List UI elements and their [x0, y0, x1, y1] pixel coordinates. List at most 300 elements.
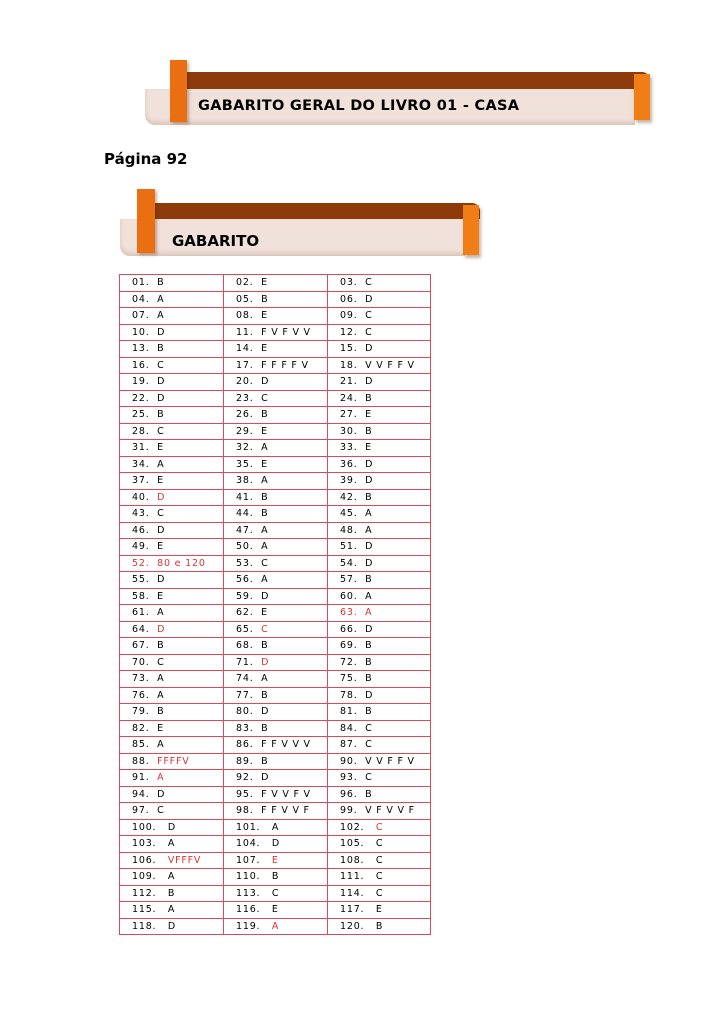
table-row — [120, 819, 431, 836]
question-number: 85. — [132, 739, 150, 751]
answer-cell — [224, 605, 328, 622]
question-number: 100. — [132, 821, 157, 833]
question-number: 117. — [340, 904, 365, 916]
question-number: 80. — [236, 706, 254, 718]
answer-value: B — [167, 887, 176, 899]
answer-value: E — [261, 607, 268, 619]
answer-cell — [224, 869, 328, 886]
answer-value: B — [365, 392, 373, 404]
answer-cell — [120, 572, 224, 589]
answer-cell — [120, 588, 224, 605]
answer-cell — [120, 852, 224, 869]
question-number: 09. — [340, 310, 358, 322]
answer-cell — [120, 786, 224, 803]
answer-value: C — [375, 854, 384, 866]
question-number: 84. — [340, 722, 358, 734]
answer-cell — [120, 918, 224, 935]
answer-cell — [328, 819, 431, 836]
answer-cell — [224, 885, 328, 902]
answer-cell — [224, 638, 328, 655]
answer-table-body — [120, 275, 431, 935]
question-number: 10. — [132, 326, 150, 338]
answer-cell — [224, 308, 328, 325]
page-title: GABARITO GERAL DO LIVRO 01 - CASA — [198, 98, 520, 114]
question-number: 120. — [340, 920, 365, 932]
answer-cell — [328, 621, 431, 638]
table-row — [120, 720, 431, 737]
question-number: 105. — [340, 838, 365, 850]
answer-cell — [224, 341, 328, 358]
question-number: 53. — [236, 557, 254, 569]
answer-value: F F F F V — [261, 359, 309, 371]
answer-cell — [224, 588, 328, 605]
table-row — [120, 390, 431, 407]
question-number: 66. — [340, 623, 358, 635]
answer-value: C — [261, 623, 269, 635]
table-row — [120, 885, 431, 902]
table-row — [120, 374, 431, 391]
question-number: 91. — [132, 772, 150, 784]
question-number: 46. — [132, 524, 150, 536]
question-number: 45. — [340, 508, 358, 520]
answer-value: C — [157, 805, 165, 817]
answer-value: D — [365, 557, 374, 569]
table-row — [120, 621, 431, 638]
question-number: 81. — [340, 706, 358, 718]
question-number: 88. — [132, 755, 150, 767]
question-number: 114. — [340, 887, 365, 899]
question-number: 77. — [236, 689, 254, 701]
answer-value: D — [167, 821, 176, 833]
question-number: 78. — [340, 689, 358, 701]
answer-cell — [120, 407, 224, 424]
answer-cell — [224, 423, 328, 440]
table-row — [120, 555, 431, 572]
answer-value: B — [261, 491, 269, 503]
answer-cell — [328, 770, 431, 787]
question-number: 115. — [132, 904, 157, 916]
section-banner-right-post — [463, 205, 479, 255]
question-number: 01. — [132, 277, 150, 289]
table-row — [120, 324, 431, 341]
question-number: 113. — [236, 887, 261, 899]
table-row — [120, 308, 431, 325]
answer-value: A — [157, 673, 165, 685]
answer-cell — [328, 852, 431, 869]
answer-value: E — [157, 590, 164, 602]
answer-value: D — [261, 656, 270, 668]
answer-value: A — [167, 871, 176, 883]
answer-value: E — [157, 722, 164, 734]
answer-cell — [328, 605, 431, 622]
answer-value: F V V F V — [261, 788, 311, 800]
question-number: 47. — [236, 524, 254, 536]
answer-value: D — [157, 376, 166, 388]
answer-cell — [328, 704, 431, 721]
answer-cell — [328, 522, 431, 539]
answer-value: V F V V F — [365, 805, 415, 817]
answer-cell — [328, 902, 431, 919]
question-number: 38. — [236, 475, 254, 487]
answer-cell — [224, 836, 328, 853]
answer-cell — [120, 291, 224, 308]
question-number: 72. — [340, 656, 358, 668]
answer-cell — [120, 489, 224, 506]
answer-cell — [120, 638, 224, 655]
answer-cell — [224, 786, 328, 803]
answer-value: D — [365, 541, 374, 553]
answer-cell — [328, 572, 431, 589]
title-banner-right-post — [634, 74, 650, 120]
answer-value: D — [365, 293, 374, 305]
answer-cell — [328, 275, 431, 292]
answer-value: C — [365, 277, 373, 289]
question-number: 94. — [132, 788, 150, 800]
question-number: 40. — [132, 491, 150, 503]
answer-cell — [328, 539, 431, 556]
question-number: 33. — [340, 442, 358, 454]
question-number: 60. — [340, 590, 358, 602]
answer-value: E — [365, 409, 372, 421]
section-title: GABARITO — [172, 232, 260, 250]
answer-cell — [224, 687, 328, 704]
answer-value: A — [261, 524, 269, 536]
question-number: 67. — [132, 640, 150, 652]
answer-cell — [328, 423, 431, 440]
question-number: 59. — [236, 590, 254, 602]
answer-value: D — [261, 590, 270, 602]
answer-value: D — [365, 475, 374, 487]
answer-value: B — [157, 343, 165, 355]
answer-cell — [120, 605, 224, 622]
table-row — [120, 605, 431, 622]
answer-cell — [328, 308, 431, 325]
answer-cell — [328, 456, 431, 473]
question-number: 20. — [236, 376, 254, 388]
question-number: 101. — [236, 821, 261, 833]
answer-value: E — [261, 425, 268, 437]
answer-cell — [120, 423, 224, 440]
answer-cell — [328, 473, 431, 490]
answer-cell — [328, 720, 431, 737]
answer-value: B — [365, 706, 373, 718]
question-number: 76. — [132, 689, 150, 701]
answer-cell — [224, 803, 328, 820]
answer-value: B — [157, 640, 165, 652]
question-number: 63. — [340, 607, 358, 619]
question-number: 62. — [236, 607, 254, 619]
table-row — [120, 918, 431, 935]
answer-value: V V F F V — [365, 755, 415, 767]
question-number: 06. — [340, 293, 358, 305]
question-number: 96. — [340, 788, 358, 800]
question-number: 36. — [340, 458, 358, 470]
answer-value: C — [365, 722, 373, 734]
answer-value: E — [261, 343, 268, 355]
table-row — [120, 275, 431, 292]
answer-cell — [328, 869, 431, 886]
question-number: 69. — [340, 640, 358, 652]
answer-value: C — [157, 508, 165, 520]
answer-cell — [120, 539, 224, 556]
answer-value: D — [157, 392, 166, 404]
answer-value: A — [365, 590, 373, 602]
question-number: 39. — [340, 475, 358, 487]
answer-value: E — [375, 904, 383, 916]
answer-value: C — [365, 310, 373, 322]
answer-cell — [120, 770, 224, 787]
answer-value: C — [157, 359, 165, 371]
answer-value: A — [157, 458, 165, 470]
answer-cell — [224, 407, 328, 424]
question-number: 119. — [236, 920, 261, 932]
answer-cell — [224, 374, 328, 391]
answer-cell — [120, 654, 224, 671]
table-row — [120, 803, 431, 820]
answer-value: B — [365, 491, 373, 503]
table-row — [120, 423, 431, 440]
answer-cell — [120, 819, 224, 836]
table-row — [120, 588, 431, 605]
answer-cell — [120, 720, 224, 737]
answer-value: D — [261, 706, 270, 718]
question-number: 54. — [340, 557, 358, 569]
answer-cell — [224, 819, 328, 836]
table-row — [120, 341, 431, 358]
answer-value: C — [365, 772, 373, 784]
table-row — [120, 539, 431, 556]
answer-value: C — [365, 739, 373, 751]
question-number: 82. — [132, 722, 150, 734]
answer-value: B — [365, 574, 373, 586]
answer-value: E — [261, 277, 268, 289]
question-number: 26. — [236, 409, 254, 421]
table-row — [120, 704, 431, 721]
answer-cell — [120, 324, 224, 341]
question-number: 68. — [236, 640, 254, 652]
question-number: 99. — [340, 805, 358, 817]
answer-cell — [224, 506, 328, 523]
answer-cell — [120, 555, 224, 572]
answer-cell — [328, 786, 431, 803]
question-number: 05. — [236, 293, 254, 305]
answer-cell — [120, 704, 224, 721]
answer-cell — [328, 341, 431, 358]
question-number: 75. — [340, 673, 358, 685]
table-row — [120, 770, 431, 787]
table-row — [120, 291, 431, 308]
answer-cell — [120, 390, 224, 407]
answer-cell — [328, 737, 431, 754]
question-number: 07. — [132, 310, 150, 322]
answer-value: D — [167, 920, 176, 932]
answer-cell — [120, 803, 224, 820]
answer-cell — [120, 869, 224, 886]
answer-cell — [328, 489, 431, 506]
answer-value: D — [157, 574, 166, 586]
answer-value: 80 e 120 — [157, 557, 206, 569]
question-number: 108. — [340, 854, 365, 866]
answer-cell — [224, 753, 328, 770]
question-number: 22. — [132, 392, 150, 404]
answer-cell — [224, 456, 328, 473]
answer-value: C — [375, 871, 384, 883]
question-number: 04. — [132, 293, 150, 305]
question-number: 21. — [340, 376, 358, 388]
table-row — [120, 753, 431, 770]
answer-value: A — [365, 508, 373, 520]
answer-value: B — [365, 673, 373, 685]
answer-cell — [328, 753, 431, 770]
answer-cell — [120, 341, 224, 358]
question-number: 37. — [132, 475, 150, 487]
question-number: 111. — [340, 871, 365, 883]
question-number: 32. — [236, 442, 254, 454]
answer-cell — [120, 374, 224, 391]
answer-value: B — [261, 293, 269, 305]
answer-cell — [224, 539, 328, 556]
question-number: 65. — [236, 623, 254, 635]
answer-value: E — [157, 475, 164, 487]
answer-cell — [224, 390, 328, 407]
table-row — [120, 737, 431, 754]
answer-value: E — [365, 442, 372, 454]
answer-value: E — [157, 442, 164, 454]
question-number: 70. — [132, 656, 150, 668]
question-number: 27. — [340, 409, 358, 421]
question-number: 13. — [132, 343, 150, 355]
question-number: 61. — [132, 607, 150, 619]
table-row — [120, 572, 431, 589]
answer-cell — [120, 308, 224, 325]
answer-value: C — [157, 425, 165, 437]
answer-cell — [120, 275, 224, 292]
answer-cell — [328, 654, 431, 671]
question-number: 52. — [132, 557, 150, 569]
table-row — [120, 654, 431, 671]
table-row — [120, 687, 431, 704]
table-row — [120, 869, 431, 886]
question-number: 95. — [236, 788, 254, 800]
question-number: 08. — [236, 310, 254, 322]
table-row — [120, 902, 431, 919]
answer-value: C — [375, 838, 384, 850]
answer-cell — [328, 324, 431, 341]
table-row — [120, 506, 431, 523]
question-number: 102. — [340, 821, 365, 833]
question-number: 30. — [340, 425, 358, 437]
question-number: 64. — [132, 623, 150, 635]
answer-value: A — [365, 607, 373, 619]
answer-value: C — [375, 887, 384, 899]
question-number: 73. — [132, 673, 150, 685]
table-row — [120, 638, 431, 655]
answer-value: F F V V V — [261, 739, 311, 751]
answer-value: D — [365, 376, 374, 388]
answer-cell — [120, 836, 224, 853]
answer-value: F V F V V — [261, 326, 311, 338]
answer-cell — [328, 803, 431, 820]
question-number: 106. — [132, 854, 157, 866]
answer-value: B — [261, 508, 269, 520]
question-number: 41. — [236, 491, 254, 503]
question-number: 56. — [236, 574, 254, 586]
answer-value: A — [261, 475, 269, 487]
answer-cell — [328, 407, 431, 424]
answer-value: A — [261, 541, 269, 553]
answer-value: C — [261, 392, 269, 404]
answer-value: E — [271, 904, 279, 916]
answer-value: A — [261, 673, 269, 685]
answer-value: A — [157, 689, 165, 701]
answer-value: E — [261, 310, 268, 322]
question-number: 87. — [340, 739, 358, 751]
answer-value: D — [365, 623, 374, 635]
answer-value: B — [157, 409, 165, 421]
table-row — [120, 489, 431, 506]
page-number-label: Página 92 — [104, 150, 188, 168]
question-number: 58. — [132, 590, 150, 602]
answer-value: B — [365, 788, 373, 800]
question-number: 51. — [340, 541, 358, 553]
answer-value: A — [157, 310, 165, 322]
answer-value: B — [375, 920, 384, 932]
answer-cell — [120, 440, 224, 457]
answer-value: D — [271, 838, 280, 850]
answer-value: D — [261, 772, 270, 784]
answer-cell — [224, 770, 328, 787]
table-row — [120, 671, 431, 688]
question-number: 12. — [340, 326, 358, 338]
answer-cell — [224, 918, 328, 935]
table-row — [120, 440, 431, 457]
question-number: 118. — [132, 920, 157, 932]
answer-value: D — [157, 524, 166, 536]
question-number: 93. — [340, 772, 358, 784]
answer-cell — [224, 291, 328, 308]
question-number: 28. — [132, 425, 150, 437]
question-number: 19. — [132, 376, 150, 388]
answer-value: A — [271, 920, 280, 932]
answer-value: E — [261, 458, 268, 470]
answer-value: A — [271, 821, 280, 833]
answer-value: D — [157, 491, 166, 503]
answer-cell — [224, 357, 328, 374]
answer-value: D — [157, 623, 166, 635]
question-number: 03. — [340, 277, 358, 289]
answer-value: D — [365, 689, 374, 701]
question-number: 55. — [132, 574, 150, 586]
question-number: 112. — [132, 887, 157, 899]
answer-cell — [224, 737, 328, 754]
answer-cell — [120, 687, 224, 704]
answer-value: A — [261, 442, 269, 454]
question-number: 42. — [340, 491, 358, 503]
answer-cell — [224, 489, 328, 506]
question-number: 74. — [236, 673, 254, 685]
table-row — [120, 836, 431, 853]
question-number: 110. — [236, 871, 261, 883]
question-number: 116. — [236, 904, 261, 916]
answer-cell — [224, 704, 328, 721]
answer-cell — [224, 720, 328, 737]
question-number: 92. — [236, 772, 254, 784]
table-row — [120, 473, 431, 490]
question-number: 11. — [236, 326, 254, 338]
answer-cell — [224, 654, 328, 671]
question-number: 02. — [236, 277, 254, 289]
answer-value: A — [157, 607, 165, 619]
